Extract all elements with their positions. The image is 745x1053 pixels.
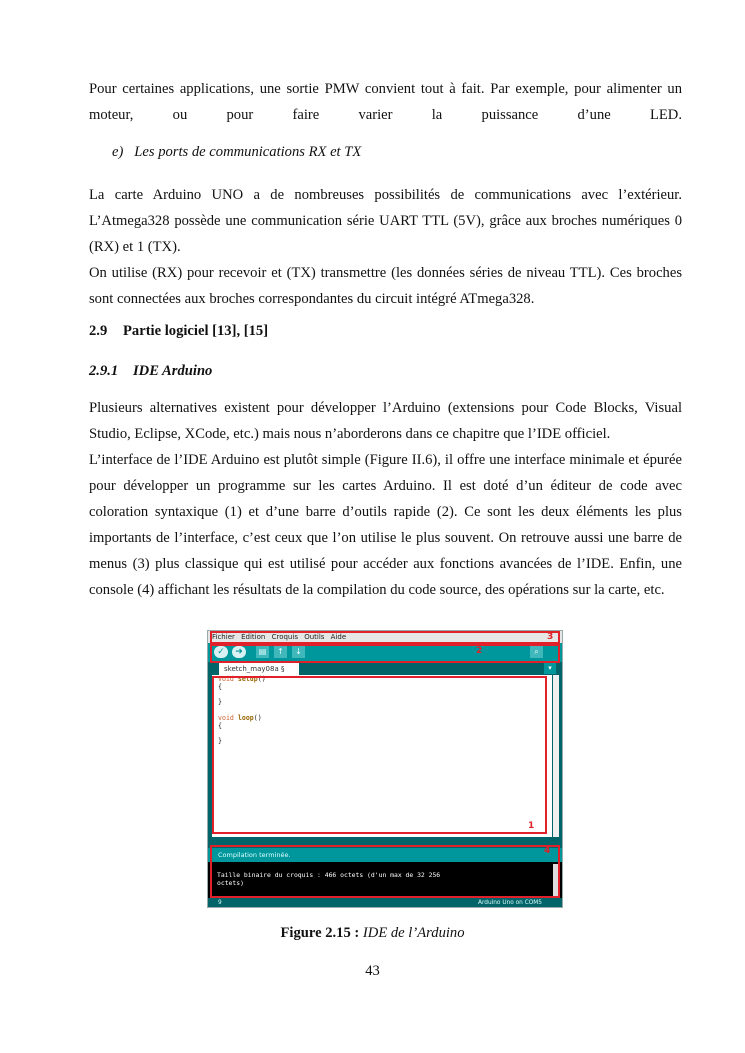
verify-icon[interactable]: ✓ bbox=[214, 646, 228, 658]
compile-status: Compilation terminée. bbox=[208, 848, 562, 862]
serial-monitor-icon[interactable]: ⌕ bbox=[530, 646, 543, 658]
console-line: octets) bbox=[217, 879, 244, 887]
highlight-menubar bbox=[210, 631, 560, 644]
subsection-heading-2-9-1 bbox=[89, 363, 212, 380]
figure-caption-text: IDE de l’Arduino bbox=[362, 925, 465, 941]
editor-scrollbar[interactable] bbox=[553, 675, 559, 837]
paragraph-interface: L’interface de l’IDE Arduino est plutôt simple (Figure II.6), il offre une interface minimale et épurée pour développer un programme sur les cartes Arduino. Il est doté d’un éditeur de code avec coloration syntaxique (1) et d’une barre d’outils rapide (2). Ce sont les deux éléments les plus importants de l’interface, c’est ceux que l’on utilise le plus souvent. On retrouve aussi une barre de menus (3) plus classique qui est utilisé pour accéder aux fonctions avancées de l’IDE. Enfin, une console (4) affichant les résultats de la compilation du code source, des opérations sur la carte, etc. bbox=[89, 452, 682, 598]
arduino-ide-figure bbox=[207, 630, 563, 908]
section-heading-2-9 bbox=[89, 323, 268, 340]
paragraph-pwm: Pour certaines applications, une sortie PMW convient tout à fait. Par exemple, pour alimenter un moteur, ou pour faire varier la puissance d’une LED. bbox=[89, 81, 682, 123]
code-text: void setup() { } void loop() { } bbox=[218, 675, 266, 746]
tab-sketch[interactable]: sketch_may08a § bbox=[219, 663, 299, 675]
paragraph-uart: La carte Arduino UNO a de nombreuses possibilités de communications avec l’extérieur. L’Atmega328 possède une communication série UART TTL (5V), grâce aux broches numériques 0 (RX) et 1 (TX). bbox=[89, 187, 682, 255]
subheading-e bbox=[112, 144, 361, 161]
figure-caption-label: Figure 2.15 : bbox=[280, 925, 360, 941]
page-number: 43 bbox=[365, 963, 380, 979]
menu-edition[interactable]: Édition bbox=[241, 633, 266, 641]
new-icon[interactable]: ▤ bbox=[256, 646, 269, 658]
open-icon[interactable]: ↑ bbox=[274, 646, 287, 658]
highlight-toolbar bbox=[210, 644, 560, 663]
ide-tabbar bbox=[208, 662, 562, 675]
subsection-number: 2.9.1 bbox=[89, 363, 119, 379]
label-3: 3 bbox=[547, 632, 554, 642]
menu-croquis[interactable]: Croquis bbox=[271, 633, 298, 641]
section-number: 2.9 bbox=[89, 323, 108, 339]
menu-fichier[interactable]: Fichier bbox=[212, 633, 235, 641]
ide-footer bbox=[208, 898, 562, 908]
highlight-console bbox=[210, 845, 560, 898]
subheading-e-marker: e) bbox=[112, 144, 124, 160]
figure-caption bbox=[0, 925, 745, 942]
menu-outils[interactable]: Outils bbox=[304, 633, 325, 641]
board-port: Arduino Uno on COM5 bbox=[478, 900, 542, 906]
highlight-editor bbox=[212, 676, 547, 834]
tab-menu-icon[interactable]: ▾ bbox=[544, 663, 556, 674]
paragraph-alternatives: Plusieurs alternatives existent pour développer l’Arduino (extensions pour Code Blocks, Visual Studio, Eclipse, XCode, etc.) mais nous n’aborderons dans ce chapitre que l’IDE officiel. bbox=[89, 400, 682, 442]
save-icon[interactable]: ↓ bbox=[292, 646, 305, 658]
label-4: 4 bbox=[544, 846, 551, 856]
label-2: 2 bbox=[476, 646, 483, 656]
console-line: Taille binaire du croquis : 466 octets (d'un max de 32 256 bbox=[217, 871, 441, 879]
upload-icon[interactable]: ➜ bbox=[232, 646, 246, 658]
label-1: 1 bbox=[528, 821, 535, 831]
menu-aide[interactable]: Aide bbox=[330, 633, 347, 641]
section-title: Partie logiciel [13], [15] bbox=[123, 323, 269, 339]
paragraph-rx-tx: On utilise (RX) pour recevoir et (TX) transmettre (les données séries de niveau TTL). Ces broches sont connectées aux broches correspondantes du circuit intégré ATmega328. bbox=[89, 265, 682, 307]
subheading-e-title: Les ports de communications RX et TX bbox=[134, 144, 362, 160]
line-number: 9 bbox=[218, 900, 222, 906]
subsection-title: IDE Arduino bbox=[133, 363, 213, 379]
